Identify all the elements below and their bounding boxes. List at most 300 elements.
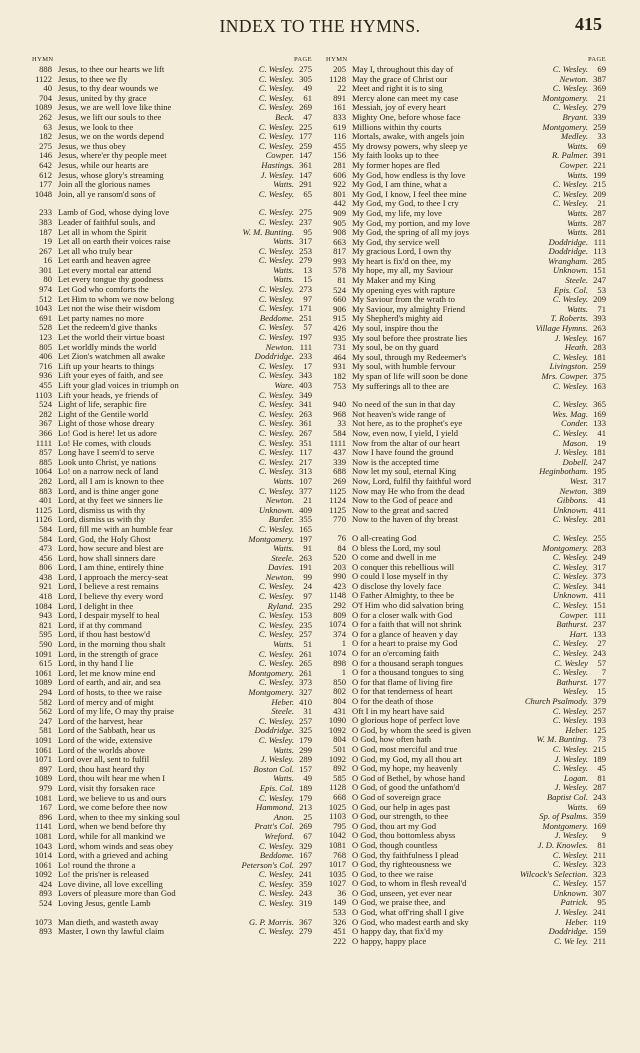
hymn-number: 892 (333, 763, 346, 774)
first-line: Jesus, to thee our hearts we lift (58, 65, 165, 74)
hymn-number: 821 (39, 619, 52, 630)
hymn-number: 339 (333, 456, 346, 467)
first-line: O God, our help in ages past (352, 802, 451, 812)
first-line: Let worldly minds the world (58, 342, 157, 352)
hymn-number: 753 (333, 380, 346, 391)
author: Unknown. (552, 265, 588, 276)
hymn-number: 804 (333, 734, 346, 745)
first-line: Lord of my life, O may thy praise (58, 707, 174, 717)
page-ref: 151 (593, 265, 606, 276)
hymn-number: 1103 (35, 389, 52, 400)
author: Livingston. (549, 361, 588, 372)
first-line: Lo! on a narrow neck of land (58, 467, 159, 477)
page-ref: 111 (299, 341, 312, 352)
author: Anon. (273, 811, 294, 822)
page-ref: 167 (593, 332, 606, 343)
author: C. Wesley. (552, 102, 588, 113)
page-ref: 263 (299, 408, 312, 419)
page-ref: 69 (597, 140, 606, 151)
author: Bathurst. (556, 619, 588, 630)
page-ref: 119 (593, 916, 606, 927)
page-ref: 237 (593, 619, 606, 630)
author: C. Wesley. (258, 437, 294, 448)
first-line: Loving Jesus, gentle Lamb (58, 899, 151, 909)
author: Doddridge. (548, 246, 588, 257)
hymn-number: 905 (333, 217, 346, 228)
page-ref: 195 (593, 466, 606, 477)
page-ref: 179 (299, 792, 312, 803)
page-ref: 287 (593, 782, 606, 793)
page-ref: 410 (299, 696, 312, 707)
first-line: Jesus, united by thy grace (58, 93, 147, 103)
first-line: O God, most merciful and true (352, 744, 458, 754)
first-line: Meet and right it is to sing (352, 84, 443, 94)
author: Mrs. Cowper. (541, 371, 588, 381)
page-ref: 215 (593, 179, 606, 190)
page-ref: 411 (593, 590, 606, 601)
first-line: Lovers of pleasure more than God (58, 889, 176, 899)
index-entry (32, 899, 312, 909)
hymn-number: 1092 (34, 869, 52, 880)
first-line: O for that flame of living fire (352, 677, 453, 687)
author: J. D. Knowles. (537, 839, 588, 850)
author: Village Hymns. (535, 323, 588, 334)
first-line: Now to the God of peace and (352, 496, 453, 506)
hymn-number: 464 (333, 351, 346, 362)
author: Montgomery. (248, 667, 294, 678)
author: C. Wesley. (552, 427, 588, 438)
author: C. Wesley. (552, 878, 588, 889)
first-line: Now is the accepted time (352, 457, 439, 467)
hymn-number: 520 (333, 552, 346, 563)
page-ref: 111 (593, 609, 606, 620)
author: C. Wesley. (258, 581, 294, 592)
page-ref: 225 (299, 121, 312, 132)
hymn-number: 301 (39, 264, 52, 275)
author: Bryant. (562, 111, 588, 122)
page-header (0, 14, 640, 40)
hymn-number: 582 (39, 696, 52, 707)
first-line: Millions within thy courts (352, 122, 442, 132)
hymn-number: 1061 (34, 744, 52, 755)
author: Church Psalmody. (524, 696, 588, 706)
author: C. Wesley. (258, 648, 294, 659)
page-ref: 67 (303, 830, 312, 841)
page-ref: 45 (597, 763, 606, 774)
hymn-number: 366 (39, 427, 52, 438)
page-ref: 53 (597, 284, 606, 295)
hymn-number: 182 (39, 131, 52, 142)
first-line: Look unto Christ, ye nations (58, 457, 157, 467)
author: C. Wesley. (258, 370, 294, 381)
page-ref: 199 (593, 169, 606, 180)
author: C. Wesley. (258, 207, 294, 218)
author: Beddome. (259, 312, 294, 323)
hymn-number: 1091 (34, 734, 52, 745)
page-ref: 133 (593, 418, 606, 429)
first-line: Join, all ye ransom'd sons of (58, 189, 156, 199)
hymn-number: 590 (39, 639, 52, 650)
author: Medley. (561, 131, 588, 142)
hymn-number: 222 (333, 935, 346, 946)
page-ref: 389 (593, 485, 606, 496)
hymn-number: 1042 (328, 830, 346, 841)
author: Watts. (273, 264, 294, 275)
page-title: INDEX TO THE HYMNS. (219, 16, 421, 36)
first-line: O God of sovereign grace (352, 792, 441, 802)
hymn-number: 893 (39, 888, 52, 899)
hymn-number: 1111 (35, 437, 52, 448)
author: Newton. (559, 485, 588, 496)
index-entry (326, 219, 606, 229)
author: Watts. (567, 217, 588, 228)
page-ref: 327 (299, 687, 312, 697)
author: J. Wesley. (554, 782, 588, 793)
author: C. Wesley. (552, 600, 588, 611)
page-ref: 147 (299, 150, 312, 161)
first-line: Not heaven's wide range of (352, 409, 446, 419)
page-ref: 257 (299, 715, 312, 726)
page-ref: 113 (593, 246, 606, 257)
hymn-number: 1081 (34, 830, 52, 841)
author: Unknown. (552, 590, 588, 601)
first-line: O God, though countless (352, 840, 438, 850)
author: C. Wesley. (258, 399, 294, 410)
author: C. Wesley. (552, 561, 588, 572)
hymn-number: 770 (333, 514, 346, 525)
hymn-number: 1048 (34, 188, 52, 199)
first-line: Lord of the Sabbath, hear us (58, 726, 156, 736)
page-ref: 299 (299, 744, 312, 755)
hymn-number: 704 (39, 92, 52, 103)
first-line: Jesus, we thus obey (58, 141, 126, 151)
page-ref: 275 (299, 64, 312, 74)
hymn-number: 406 (39, 351, 52, 362)
page-ref: 95 (303, 226, 312, 237)
author: C. Wesley. (552, 743, 588, 754)
hymn-number: 281 (333, 159, 346, 170)
page-ref: 369 (593, 83, 606, 94)
first-line: Lord of the harvest, hear (58, 716, 143, 726)
first-line: Lord, thou hast heard thy (58, 764, 145, 774)
hymn-number: 22 (337, 83, 346, 94)
author: Unknown. (552, 887, 588, 898)
hymn-number: 968 (333, 408, 346, 419)
hymn-number: 668 (333, 791, 346, 802)
hymn-number: 562 (39, 706, 52, 717)
author: J. Wesley. (554, 753, 588, 764)
author: Beddome. (259, 850, 294, 861)
first-line: Jesus, while our hearts are (58, 160, 149, 170)
hymn-number: 1089 (34, 102, 52, 113)
hymn-number: 123 (39, 332, 52, 343)
hymn-number: 1125 (329, 504, 346, 515)
page-ref: 107 (299, 475, 312, 486)
hymn-number: 688 (333, 466, 346, 477)
first-line: May the grace of Christ our (352, 74, 448, 84)
author: Dobell. (562, 456, 588, 467)
author: Watts. (273, 236, 294, 247)
first-line: O God, by whom the seed is given (352, 725, 471, 735)
hymn-number: 423 (333, 580, 346, 591)
hymn-number: 1081 (34, 792, 52, 803)
hymn-number: 80 (43, 274, 52, 285)
page-ref: 325 (299, 725, 312, 736)
author: W. M. Bunting. (242, 226, 294, 237)
first-line: Now to the haven of thy breast (352, 515, 458, 525)
author: C. Wesley. (258, 121, 294, 132)
index-entry (326, 382, 606, 392)
first-line: Light of those whose dreary (58, 419, 155, 429)
page-ref: 281 (593, 514, 606, 525)
page-ref: 163 (593, 380, 606, 391)
first-line: Lo! God is here! let us adore (58, 428, 157, 438)
hymn-column-label: HYMN (32, 56, 54, 63)
author: C. Wesley. (258, 64, 294, 74)
page-ref: 387 (593, 73, 606, 84)
page-column-label: PAGE (294, 56, 312, 63)
page-ref: 9 (601, 830, 606, 841)
author: C. Wesley. (258, 140, 294, 151)
first-line: O God, our strength, to thee (352, 812, 449, 822)
author: C. Wesley. (258, 83, 294, 94)
author: Sp. of Psalms. (539, 811, 588, 822)
hymn-number: 896 (39, 811, 52, 822)
page-ref: 15 (597, 686, 606, 697)
first-line: Lift your glad voices in triumph on (58, 381, 179, 390)
hymn-number: 1125 (35, 504, 52, 515)
hymn-number: 883 (39, 485, 52, 496)
author: C. Wesley. (258, 418, 294, 429)
author: C. Wesley. (258, 102, 294, 113)
author: Unknown. (258, 504, 294, 515)
page-ref: 313 (299, 466, 312, 477)
author: Montgomery. (248, 687, 294, 697)
index-entry (32, 256, 312, 266)
hymn-number: 1 (341, 667, 346, 678)
first-line: Lord, let me know mine end (58, 668, 156, 678)
hymn-number: 36 (337, 887, 346, 898)
first-line: O bless the Lord, my soul (352, 543, 441, 553)
page-ref: 157 (593, 878, 606, 889)
author: Watts. (273, 475, 294, 486)
first-line: Lord, in thy hand I lie (58, 659, 134, 669)
first-line: Lord, I am thine, entirely thine (58, 563, 164, 573)
author: C. Wesley. (552, 294, 588, 305)
author: J. Wesley. (554, 830, 588, 841)
author: C. Wesley. (552, 83, 588, 94)
index-entry (326, 716, 606, 726)
index-entry (32, 688, 312, 698)
first-line: O God, who madest earth and sky (352, 917, 469, 927)
hymn-number: 262 (39, 111, 52, 122)
author: C. Wesley. (258, 840, 294, 851)
author: Wesley. (562, 686, 588, 697)
page-ref: 211 (593, 935, 606, 946)
first-line: May I, throughout this day of (352, 65, 454, 74)
hymn-number: 908 (333, 227, 346, 238)
first-line: O happy, happy place (352, 936, 427, 946)
author: Pratt's Col. (254, 821, 294, 832)
page-ref: 171 (299, 303, 312, 314)
first-line: O God, of good the unfathom'd (352, 783, 460, 793)
first-line: O God, to whom in flesh reveal'd (352, 879, 467, 889)
page-ref: 181 (593, 447, 606, 458)
page-ref: 323 (593, 868, 606, 879)
first-line: My God, my God, to thee I cry (352, 199, 459, 209)
page-ref: 287 (593, 207, 606, 218)
hymn-number: 1092 (328, 724, 346, 735)
first-line: Now, even now, I yield, I yield (352, 428, 459, 438)
hymn-number: 768 (333, 849, 346, 860)
index-entry (32, 544, 312, 554)
hymn-number: 451 (333, 926, 346, 937)
author: Montgomery. (542, 121, 588, 132)
first-line: My gracious Lord, I own thy (352, 247, 452, 257)
page-ref: 97 (303, 591, 312, 602)
index-entry (32, 927, 312, 937)
page-ref: 191 (299, 562, 312, 573)
first-line: My soul, be on thy guard (352, 343, 439, 353)
page-ref: 99 (303, 571, 312, 582)
author: C. Wesley. (258, 792, 294, 803)
first-line: Let party names no more (58, 313, 144, 323)
page-ref: 235 (299, 619, 312, 630)
hymn-number: 205 (333, 64, 346, 74)
author: C. Wesley. (552, 648, 588, 659)
hymn-number: 167 (39, 802, 52, 813)
page-ref: 15 (303, 274, 312, 285)
hymn-column-label: HYMN (326, 56, 348, 63)
hymn-number: 909 (333, 207, 346, 218)
index-entry (32, 535, 312, 545)
first-line: My soul, with humble fervour (352, 362, 456, 372)
hymn-number: 833 (333, 111, 346, 122)
page-ref: 73 (597, 734, 606, 745)
author: C. Wesley. (552, 532, 588, 543)
page-ref: 411 (593, 504, 606, 515)
first-line: Lord, while for all mankind we (58, 831, 166, 841)
page-ref: 247 (593, 456, 606, 467)
page-ref: 21 (303, 495, 312, 506)
page-ref: 91 (303, 543, 312, 554)
first-line: My God, thy service well (352, 237, 440, 247)
first-line: O God, unseen, yet ever near (352, 888, 452, 898)
page-ref: 287 (593, 217, 606, 228)
page-ref: 317 (593, 561, 606, 572)
hymn-number: 893 (39, 926, 52, 937)
page-ref: 317 (299, 236, 312, 247)
first-line: Join all the glorious names (58, 180, 151, 190)
page-ref: 177 (299, 131, 312, 142)
first-line: Lord, visit thy forsaken race (58, 783, 156, 793)
first-line: Lo! round the throne a (58, 860, 136, 870)
author: Ware. (274, 380, 294, 390)
author: C. Wesley. (258, 619, 294, 630)
first-line: O for an o'ercoming faith (352, 649, 439, 659)
first-line: Lord, God, the Holy Ghost (58, 534, 151, 544)
first-line: My Maker and my King (352, 276, 436, 286)
first-line: O'f Him who did salvation bring (352, 601, 464, 611)
author: Davies. (267, 562, 294, 573)
author: Hastings. (261, 159, 294, 170)
author: C. Wesley. (552, 667, 588, 678)
hymn-number: 19 (43, 236, 52, 247)
hymn-number: 524 (333, 284, 346, 295)
author: Doddridge. (548, 236, 588, 247)
page-ref: 197 (299, 533, 312, 544)
first-line: My God, the spring of all my joys (352, 228, 469, 238)
page-ref: 285 (593, 255, 606, 266)
page-ref: 243 (593, 791, 606, 802)
page-ref: 215 (593, 743, 606, 754)
page-ref: 391 (593, 150, 606, 161)
hymn-number: 40 (43, 83, 52, 94)
author: C. Wesley. (258, 677, 294, 688)
hymn-number: 269 (333, 475, 346, 486)
page-ref: 21 (597, 92, 606, 103)
page-ref: 269 (299, 102, 312, 113)
author: C. Wesley. (552, 571, 588, 582)
hymn-number: 691 (39, 312, 52, 323)
index-entry (326, 467, 606, 477)
page-ref: 17 (303, 360, 312, 371)
author: Newton. (559, 73, 588, 84)
first-line: My former hopes are fled (352, 160, 440, 170)
page-ref: 341 (299, 399, 312, 410)
hymn-number: 922 (333, 179, 346, 190)
hymn-number: 1084 (34, 600, 52, 611)
first-line: Now, Lord, fulfil thy faithful word (352, 476, 472, 486)
author: Watts. (273, 543, 294, 554)
page-ref: 355 (299, 514, 312, 525)
page-ref: 351 (299, 437, 312, 448)
author: Mason. (562, 437, 588, 448)
first-line: Now may He who from the dead (352, 486, 465, 496)
first-line: O conquer this rebellious will (352, 562, 455, 572)
hymn-number: 806 (39, 562, 52, 573)
page-ref: 249 (593, 552, 606, 563)
index-entry (326, 209, 606, 219)
page-ref: 181 (593, 351, 606, 362)
author: Epis. Col. (259, 782, 294, 793)
author: Watts. (273, 179, 294, 190)
author: J. Wesley. (554, 447, 588, 458)
page-ref: 209 (593, 188, 606, 199)
page-ref: 263 (593, 323, 606, 334)
author: C. We ley. (553, 935, 588, 946)
first-line: Lord, when to thee my sinking soul (58, 812, 180, 822)
hymn-number: 993 (333, 255, 346, 266)
author: Logan. (563, 772, 588, 783)
hymn-number: 1074 (328, 648, 346, 659)
page-ref: 61 (303, 92, 312, 103)
author: Hart. (569, 628, 588, 639)
hymn-number: 1122 (35, 73, 52, 84)
page-ref: 237 (299, 216, 312, 227)
first-line: My faith looks up to thee (352, 151, 439, 161)
first-line: My heart is fix'd on thee, my (352, 256, 452, 266)
author: Watts. (567, 227, 588, 238)
author: C. Wesley. (258, 303, 294, 314)
hymn-number: 267 (39, 245, 52, 256)
author: C. Wesley. (258, 485, 294, 496)
hymn-number: 149 (333, 897, 346, 908)
first-line: Long have I seem'd to serve (58, 448, 155, 458)
author: Montgomery. (542, 542, 588, 553)
author: Epis. Col. (553, 284, 588, 295)
page-ref: 289 (299, 754, 312, 765)
